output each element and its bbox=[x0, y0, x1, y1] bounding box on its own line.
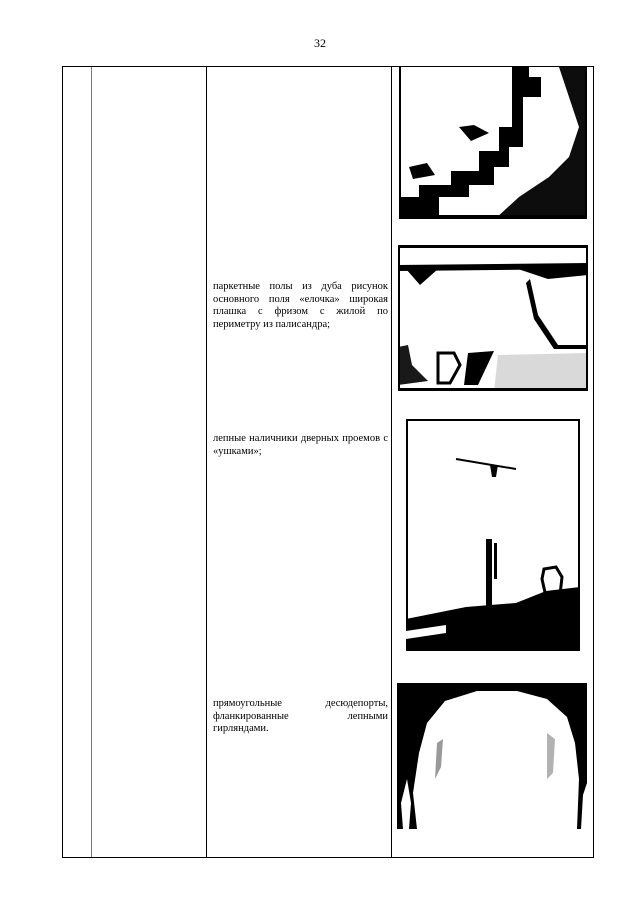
column-divider-1 bbox=[91, 67, 92, 857]
page-number: 32 bbox=[314, 36, 326, 50]
overdoor-photo bbox=[397, 683, 587, 829]
column-divider-2 bbox=[206, 67, 207, 857]
row-description-door-casing: лепные наличники дверных проемов с «ушками»; bbox=[213, 433, 388, 457]
room-corner-photo bbox=[399, 67, 587, 219]
row-description-parquet: паркетные полы из дуба рисунок основного поля «елочка» широкая плашка с фризом с жилой по периметру из палисандра; bbox=[213, 281, 388, 330]
row-description-overdoor: прямоугольные десюдепорты, фланкированные лепными гирляндами. bbox=[213, 698, 388, 734]
document-table bbox=[62, 66, 594, 858]
door-casing-photo bbox=[406, 419, 580, 651]
parquet-floor-photo bbox=[398, 245, 588, 391]
column-divider-3 bbox=[391, 67, 392, 857]
